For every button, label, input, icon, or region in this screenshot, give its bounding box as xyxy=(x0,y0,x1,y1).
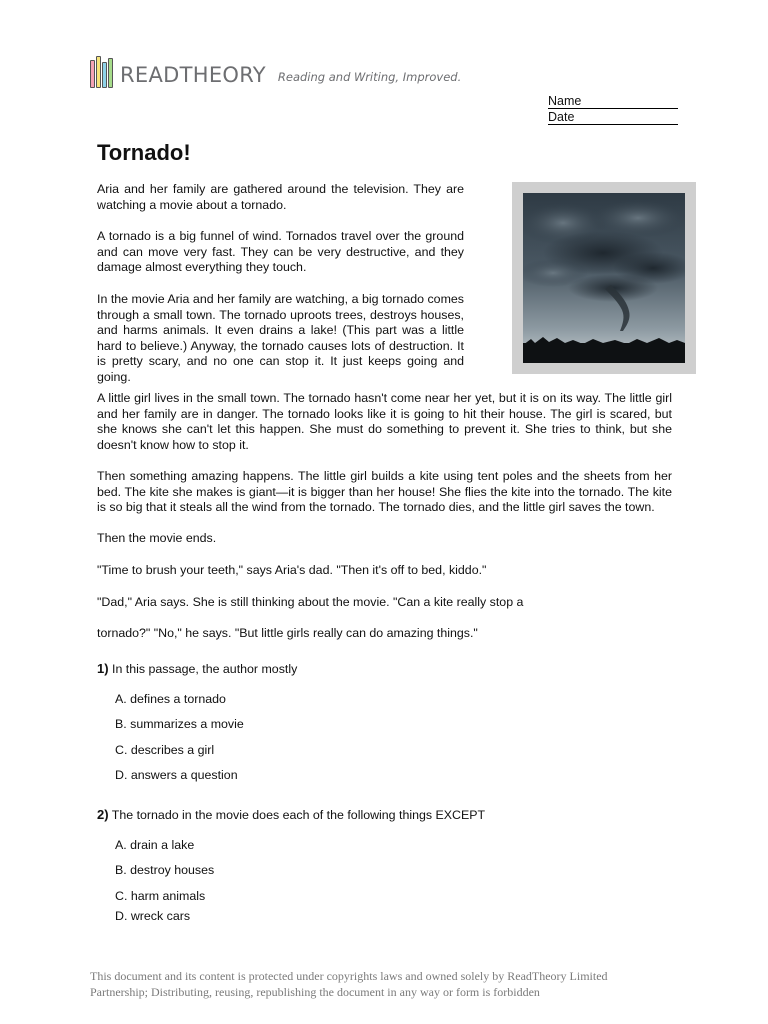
question-number: 1) xyxy=(97,661,109,676)
question-number: 2) xyxy=(97,807,109,822)
question-text: The tornado in the movie does each of the following things EXCEPT xyxy=(111,808,486,822)
date-field: Date xyxy=(548,110,678,125)
paragraph-6: Then the movie ends. xyxy=(97,531,217,545)
footer-line-1: This document and its content is protected under copyrights laws and owned solely by ReadTheory Limited xyxy=(90,969,608,983)
tornado-photo xyxy=(523,193,685,363)
answer-option[interactable]: C. harm animals xyxy=(115,889,206,903)
paragraph-5: Then something amazing happens. The little girl builds a kite using tent poles and the sheets from her bed. The kite she makes is giant—it is bigger than her house! She flies the kite into the tornado. The kite is so big that it steals all the wind from the tornado. The tornado dies, and the little girl saves the town. xyxy=(97,469,672,515)
answer-option[interactable]: B. destroy houses xyxy=(115,863,215,877)
footer-line-2: Partnership; Distributing, reusing, republishing the document in any way or form is forbidden xyxy=(90,985,540,999)
question-1 xyxy=(97,661,297,676)
question-2 xyxy=(97,807,485,822)
brand-name: READTHEORY xyxy=(120,63,266,87)
answer-option[interactable]: D. answers a question xyxy=(115,768,238,782)
answer-option[interactable]: A. drain a lake xyxy=(115,838,195,852)
paragraph-8: "Dad," Aria says. She is still thinking about the movie. "Can a kite really stop a xyxy=(97,595,524,609)
paragraph-9: tornado?" "No," he says. "But little girls really can do amazing things." xyxy=(97,626,478,640)
answer-option[interactable]: B. summarizes a movie xyxy=(115,717,244,731)
paragraph-4: A little girl lives in the small town. The tornado hasn't come near her yet, but it is on its way. The little girl and her family are in danger. The tornado looks like it is going to hit their house. The girl is scared, but she knows she can't let this happen. She must do something to prevent it. She tries to think, but she doesn't know how to stop it. xyxy=(97,391,672,452)
answer-option[interactable]: C. describes a girl xyxy=(115,743,215,757)
books-logo-icon xyxy=(90,54,114,88)
paragraph-3: In the movie Aria and her family are watching, a big tornado comes through a small town. The tornado uproots trees, destroys houses, and harms animals. It even drains a lake! (This part was a little hard to believe.) Anyway, the tornado causes lots of destruction. It is pretty scary, and no one can stop it. It just keeps going and going. xyxy=(97,292,464,384)
paragraph-1: Aria and her family are gathered around the television. They are watching a movie about a tornado. xyxy=(97,182,464,212)
name-field: Name xyxy=(548,94,678,109)
paragraph-2: A tornado is a big funnel of wind. Tornados travel over the ground and can move very fast. They can be very destructive, and they damage almost everything they touch. xyxy=(97,229,464,275)
tornado-photo-frame xyxy=(512,182,696,374)
page-title: Tornado! xyxy=(97,140,191,165)
brand-tagline: Reading and Writing, Improved. xyxy=(277,70,462,84)
question-text: In this passage, the author mostly xyxy=(112,662,298,676)
answer-option[interactable]: D. wreck cars xyxy=(115,909,191,923)
copyright-footer xyxy=(90,968,660,1000)
answer-option[interactable]: A. defines a tornado xyxy=(115,692,226,706)
readtheory-logo xyxy=(90,52,461,88)
paragraph-7: "Time to brush your teeth," says Aria's dad. "Then it's off to bed, kiddo." xyxy=(97,563,487,577)
